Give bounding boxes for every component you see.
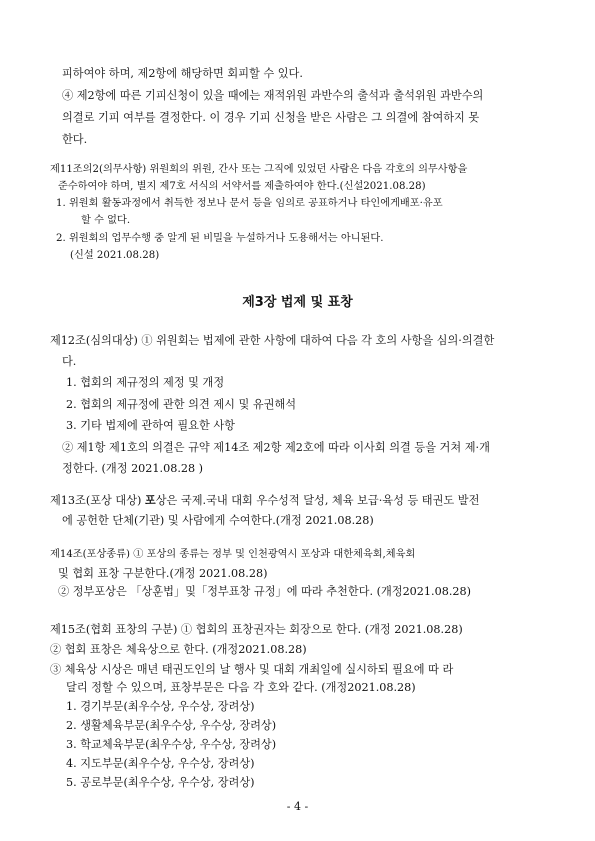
text-line: ④ 제2항에 따른 기피신청이 있을 때에는 재적위원 과반수의 출석과 출석위원 과반수의 <box>62 89 484 102</box>
text-line: 1. 위원회 활동과정에서 취득한 정보나 문서 등을 임의로 공표하거나 타인에게배포·유포 <box>56 198 443 209</box>
text-line: 의결로 기피 여부를 결정한다. 이 경우 기피 신청을 받은 사람은 그 의결에 참여하지 못 <box>62 111 480 124</box>
text-line: 2. 위원회의 업무수행 중 알게 된 비밀을 누설하거나 도용해서는 아니된다. <box>56 233 384 244</box>
text-line: ③ 체육상 시상은 매년 태권도인의 날 행사 및 대회 개최일에 실시하되 필요에 따 라 <box>50 663 454 676</box>
text-line: 3. 학교체육부문(최우수상, 우수상, 장려상) <box>66 738 277 751</box>
article-title: 제13조(포상 대상) <box>50 494 145 507</box>
text-line: 제15조(협회 표창의 구분) ① 협회의 표창권자는 회장으로 한다. (개정 2021.08.28) <box>50 623 463 636</box>
text-line: ② 정부포상은 「상훈법」및「정부표창 규정」에 따라 추천한다. (개정2021.08.28) <box>58 585 471 598</box>
text-line: 한다. <box>62 133 88 146</box>
text-line: 1. 협회의 제규정의 제정 및 개정 <box>66 376 225 389</box>
text-line: 2. 협회의 제규정에 관한 의견 제시 및 유권해석 <box>66 398 297 411</box>
text-line <box>50 493 479 508</box>
text-line: 할 수 없다. <box>81 215 131 226</box>
text-line: ② 제1항 제1호의 의결은 규약 제14조 제2항 제2호에 따라 이사회 의결 등을 거쳐 제·개 <box>62 441 490 454</box>
text-line: 준수하여야 하며, 별지 제7호 서식의 서약서를 제출하여야 한다.(신설2021.08.28) <box>58 181 426 192</box>
text-line: 제12조(심의대상) ① 위원회는 법제에 관한 사항에 대하여 다음 각 호의 사항을 심의·의결한 <box>50 334 495 347</box>
bold-char: 포 <box>144 493 156 507</box>
text-line: 1. 경기부문(최우수상, 우수상, 장려상) <box>66 700 255 713</box>
text-line: 피하여야 하며, 제2항에 해당하면 회피할 수 있다. <box>62 67 303 80</box>
text-line: 4. 지도부문(최우수상, 우수상, 장려상) <box>66 757 255 770</box>
text-line: 5. 공로부문(최우수상, 우수상, 장려상) <box>66 776 255 789</box>
text-line: 제11조의2(의무사항) 위원회의 위원, 간사 또는 그직에 있었던 사람은 다음 각호의 의무사항을 <box>50 164 468 175</box>
chapter-heading: 제3장 법제 및 표창 <box>242 295 353 310</box>
text-line: 및 협회 표창 구분한다.(개정 2021.08.28) <box>58 567 268 580</box>
text-line: 3. 기타 법제에 관하여 필요한 사항 <box>66 419 235 432</box>
text-line: ② 협회 표창은 체육상으로 한다. (개정2021.08.28) <box>50 643 307 656</box>
text-line: 제14조(포상종류) ① 포상의 종류는 정부 및 인천광역시 포상과 대한체육회,체육회 <box>50 549 416 560</box>
text-line: 다. <box>62 355 77 368</box>
text-line: (신설 2021.08.28) <box>70 250 160 261</box>
text-line: 2. 생활체육부문(최우수상, 우수상, 장려상) <box>66 719 277 732</box>
text-line: 정한다. (개정 2021.08.28 ) <box>62 462 204 475</box>
article-text: 상은 국제.국내 대회 우수성적 달성, 체육 보급·육성 등 태권도 발전 <box>155 494 480 507</box>
text-line: 달리 정할 수 있으며, 표창부문은 다음 각 호와 같다. (개정2021.08.28) <box>66 681 416 694</box>
text-line: 에 공헌한 단체(기관) 및 사람에게 수여한다.(개정 2021.08.28) <box>62 514 374 527</box>
page-number: - 4 - <box>286 800 309 813</box>
